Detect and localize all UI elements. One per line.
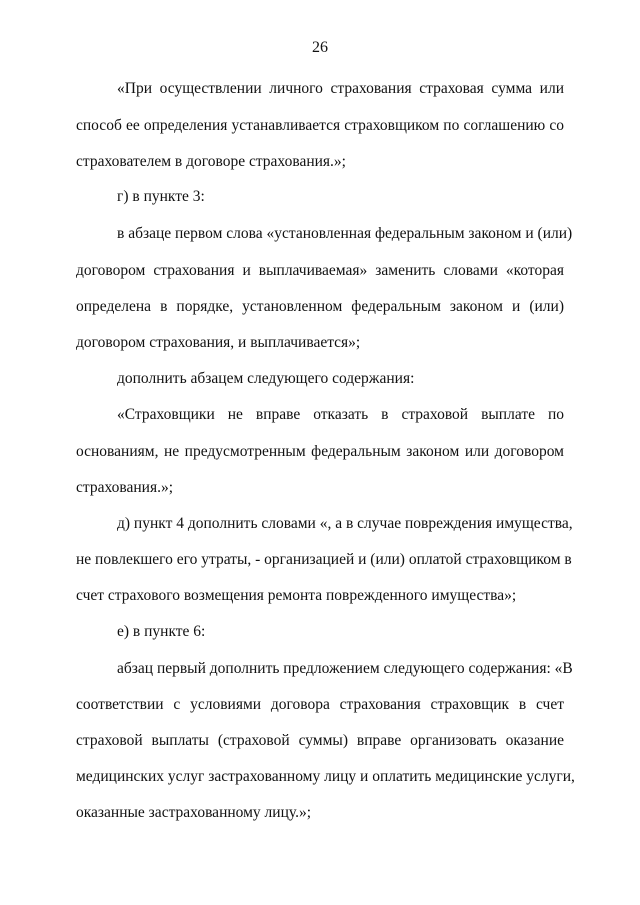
text-line: соответствии с условиями договора страхования страховщик в счет — [76, 696, 564, 713]
text-line: страхования.»; — [76, 479, 174, 496]
text-line: оказанные застрахованному лицу.»; — [76, 804, 311, 821]
text-line: счет страхового возмещения ремонта поврежденного имущества»; — [76, 587, 517, 604]
text-line: не повлекшего его утраты, - организацией и (или) оплатой страховщиком в — [76, 551, 572, 568]
text-line: д) пункт 4 дополнить словами «, а в случае повреждения имущества, — [117, 515, 573, 532]
text-line: «При осуществлении личного страхования страховая сумма или — [117, 80, 564, 97]
page-number: 26 — [312, 39, 328, 56]
text-line: договором страхования, и выплачивается»; — [76, 334, 361, 351]
text-line: г) в пункте 3: — [117, 188, 205, 205]
text-line: абзац первый дополнить предложением следующего содержания: «В — [117, 660, 573, 677]
text-line: основаниям, не предусмотренным федеральным законом или договором — [76, 443, 564, 460]
text-line: «Страховщики не вправе отказать в страховой выплате по — [117, 406, 564, 423]
text-line: е) в пункте 6: — [117, 623, 206, 640]
text-line: дополнить абзацем следующего содержания: — [117, 370, 415, 387]
text-line: определена в порядке, установленном федеральным законом и (или) — [76, 298, 564, 315]
text-line: страхователем в договоре страхования.»; — [76, 153, 346, 170]
text-line: способ ее определения устанавливается страховщиком по соглашению со — [76, 117, 564, 134]
text-line: страховой выплаты (страховой суммы) вправе организовать оказание — [76, 732, 564, 749]
text-line: в абзаце первом слова «установленная федеральным законом и (или) — [117, 225, 573, 242]
text-line: договором страхования и выплачиваемая» заменить словами «которая — [76, 262, 564, 279]
text-line: медицинских услуг застрахованному лицу и оплатить медицинские услуги, — [76, 768, 575, 785]
